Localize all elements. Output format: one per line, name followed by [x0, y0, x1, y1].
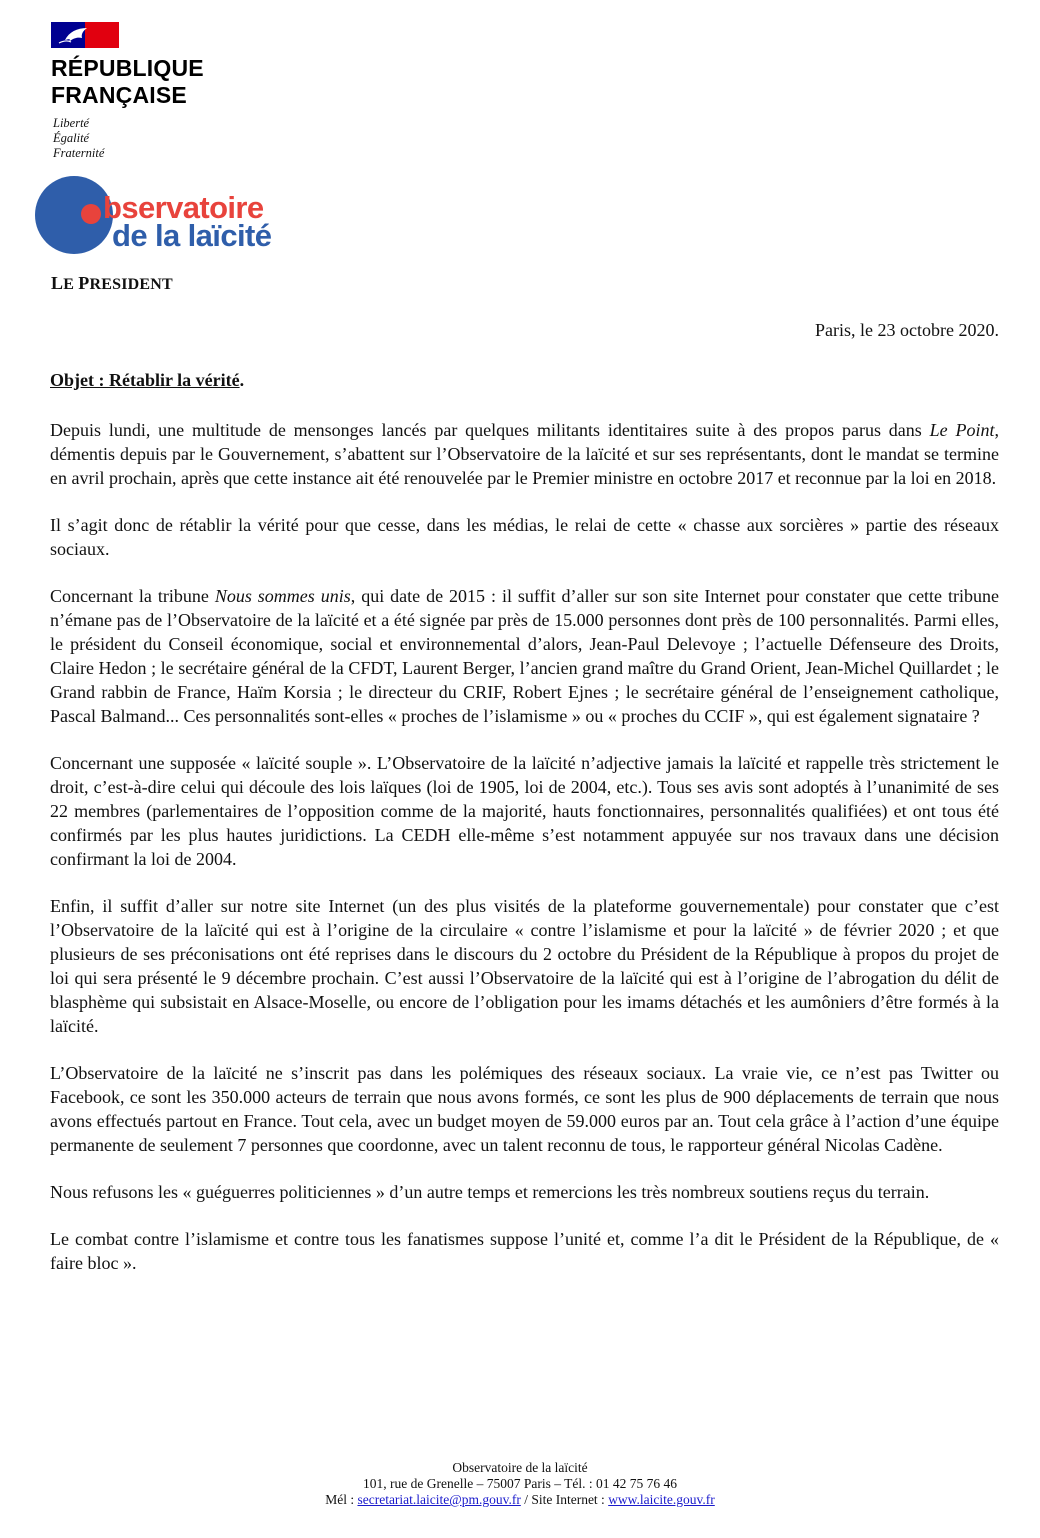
observatoire-line-1: bservatoire — [103, 190, 264, 225]
paragraph-1-emphasis: Le Point — [929, 420, 995, 440]
observatoire-line-2: de la laïcité — [112, 218, 272, 253]
marianne-flag-icon — [51, 22, 119, 48]
subject-text: Objet : Rétablir la vérité — [50, 370, 240, 390]
paragraph-1-part-b: , démentis depuis par le Gouvernement, s’abattent sur l’Observatoire de la laïcité et sur ses représentants, dont le mandat se termine en avril prochain, après que cette instance ait été renouvelée par le Premier ministre en octobre 2017 et reconnue par la loi en 2018. — [50, 420, 999, 488]
paragraph-3-part-a: Concernant la tribune — [50, 586, 215, 606]
paragraph-5: Enfin, il suffit d’aller sur notre site Internet (un des plus visités de la plateforme gouvernementale) pour constater que c’est l’Observatoire de la laïcité qui est à l’origine de la circulaire « contre l’islamisme et pour la laïcité » de février 2020 ; et que plusieurs de ses préconisations ont été reprises dans le discours du 2 octobre du Président de la République à propos du projet de loi qui sera présenté le 9 décembre prochain. C’est aussi l’Observatoire de la laïcité qui est à l’origine de l’abrogation du délit de blasphème qui subsistait en Alsace-Moselle, ou encore de l’obligation pour les imams détachés et les aumôniers d’être formés à la laïcité. — [50, 896, 999, 1036]
republic-motto — [53, 116, 104, 161]
motto-egalite: Égalité — [53, 131, 90, 145]
sender-title-rest-2: RESIDENT — [89, 276, 173, 293]
footer-website-link[interactable]: www.laicite.gouv.fr — [608, 1492, 715, 1507]
footer-mel-label: Mél : — [325, 1492, 358, 1507]
motto-fraternite: Fraternité — [53, 146, 105, 160]
subject-end: . — [239, 370, 245, 390]
paragraph-3-part-b: , qui date de 2015 : il suffit d’aller sur son site Internet pour constater que cette tribune n’émane pas de l’Observatoire de la laïcité et a été signée par près de 15.000 personnes dont près de 100 personnalités. Parmi elles, le président du Conseil économique, social et environnemental d’alors, Jean-Paul Delevoye ; l’actuelle Défenseure des Droits, Claire Hedon ; le secrétaire général de la CFDT, Laurent Berger, l’ancien grand maître du Grand Orient, Jean-Michel Quillardet ; le Grand rabbin de France, Haïm Korsia ; le directeur du CRIF, Robert Ejnes ; le secrétaire général de l’enseignement catholique, Pascal Balmand... Ces personnalités sont-elles « proches de l’islamisme » ou « proches du CCIF », qui est également signataire ? — [50, 586, 999, 726]
sender-title — [51, 273, 173, 294]
republic-line-2: FRANÇAISE — [51, 82, 187, 108]
republique-francaise-wordmark — [51, 55, 204, 109]
paragraph-3 — [50, 584, 999, 728]
paragraph-6: L’Observatoire de la laïcité ne s’inscrit pas dans les polémiques des réseaux sociaux. La vraie vie, ce n’est pas Twitter ou Facebook, ce sont les 350.000 acteurs de terrain que nous avons formés, ce sont les plus de 900 déplacements de terrain que nous avons effectués partout en France. Tout cela, avec un budget moyen de 59.000 euros par an. Tout cela grâce à l’action d’une équipe permanente de seulement 7 personnes que coordonne, avec un talent reconnu de tous, le rapporteur général Nicolas Cadène. — [50, 1063, 999, 1155]
paragraph-2: Il s’agit donc de rétablir la vérité pour que cesse, dans les médias, le relai de cette « chasse aux sorcières » partie des réseaux sociaux. — [50, 515, 999, 559]
letter-footer — [0, 1460, 1040, 1508]
letter-subject — [50, 370, 244, 391]
observatoire-dot-icon — [81, 204, 101, 224]
footer-address: 101, rue de Grenelle – 75007 Paris – Tél. : 01 42 75 76 46 — [363, 1476, 677, 1491]
paragraph-4: Concernant une supposée « laïcité souple ». L’Observatoire de la laïcité n’adjective jamais la laïcité et rappelle très strictement le droit, c’est-à-dire celui qui découle des lois laïques (loi de 1905, loi de 2004, etc.). Tous ses avis sont adoptés à l’unanimité de ses 22 membres (parlementaires de l’opposition comme de la majorité, hauts fonctionnaires, personnalités qualifiées) et ont tous été confirmés par les plus hautes juridictions. La CEDH elle-même s’est notamment appuyée sur nos travaux dans une décision confirmant la loi de 2004. — [50, 753, 999, 869]
paragraph-8: Le combat contre l’islamisme et contre tous les fanatismes suppose l’unité et, comme l’a dit le Président de la République, de « faire bloc ». — [50, 1229, 999, 1273]
paragraph-3-emphasis: Nous sommes unis — [214, 586, 351, 606]
observatoire-wordmark — [103, 190, 272, 253]
motto-liberte: Liberté — [53, 116, 90, 130]
observatoire-circle-icon — [35, 176, 113, 254]
paragraph-1 — [50, 418, 999, 490]
footer-email-link[interactable]: secretariat.laicite@pm.gouv.fr — [357, 1492, 521, 1507]
republic-line-1: RÉPUBLIQUE — [51, 55, 204, 81]
sender-title-cap-1: L — [51, 273, 64, 293]
sender-title-rest-1: E — [63, 276, 79, 293]
footer-contact — [0, 1492, 1040, 1508]
sender-title-cap-2: P — [78, 273, 90, 293]
letter-date: Paris, le 23 octobre 2020. — [815, 320, 999, 340]
observatoire-logo — [35, 176, 305, 256]
paragraph-7: Nous refusons les « guéguerres politiciennes » d’un autre temps et remercions les très nombreux soutiens reçus du terrain. — [50, 1182, 930, 1202]
footer-site-label: / Site Internet : — [520, 1492, 609, 1507]
paragraph-1-part-a: Depuis lundi, une multitude de mensonges lancés par quelques militants identitaires suite à des propos parus dans — [50, 420, 930, 440]
letter-body — [50, 418, 999, 1298]
footer-organisation: Observatoire de la laïcité — [452, 1460, 588, 1475]
